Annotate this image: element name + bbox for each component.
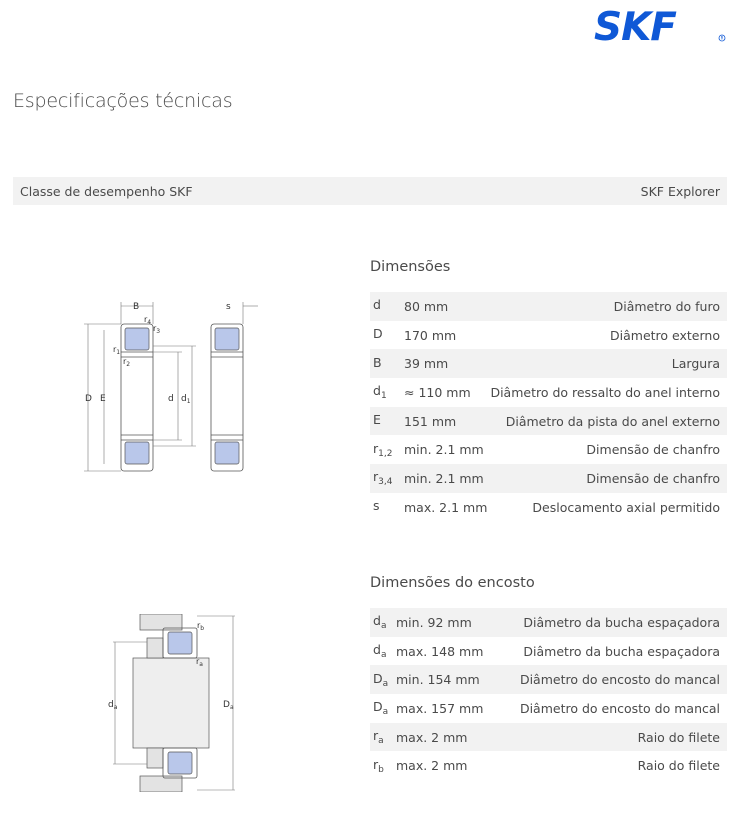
spec-symbol: B bbox=[370, 349, 404, 378]
spec-row bbox=[370, 694, 727, 723]
spec-value: 170 mm bbox=[404, 327, 457, 343]
svg-text:rb: $r_b$ bbox=[197, 621, 205, 632]
spec-description: Diâmetro do furo bbox=[488, 292, 727, 321]
performance-class-row bbox=[13, 177, 727, 205]
spec-row bbox=[370, 349, 727, 378]
skf-logo bbox=[594, 9, 728, 43]
svg-text:r4: $r_4$ bbox=[144, 315, 152, 326]
spec-value: max. 2 mm bbox=[396, 723, 494, 752]
spec-row bbox=[370, 378, 727, 407]
spec-description: Diâmetro externo bbox=[610, 327, 720, 343]
bearing-dimension-drawing bbox=[80, 294, 265, 479]
svg-text:R: R bbox=[720, 35, 724, 41]
label-d: d bbox=[168, 394, 174, 404]
svg-text:ra: $r_a$ bbox=[196, 657, 203, 668]
spec-value: 151 mm bbox=[404, 407, 488, 436]
spec-description: Diâmetro do encosto do mancal bbox=[494, 665, 727, 694]
spec-symbol: $D_a$ bbox=[370, 665, 396, 694]
abutment-table bbox=[370, 608, 727, 780]
spec-value: min. 2.1 mm bbox=[404, 464, 488, 493]
spec-symbol: $d_1$ bbox=[373, 383, 387, 402]
spec-description: Dimensão de chanfro bbox=[586, 442, 720, 458]
spec-symbol: s bbox=[373, 498, 380, 514]
spec-description: Diâmetro do ressalto do anel interno bbox=[490, 384, 720, 400]
spec-row bbox=[370, 637, 727, 666]
spec-value: max. 2.1 mm bbox=[404, 499, 488, 515]
spec-row bbox=[370, 751, 727, 780]
spec-value: max. 2 mm bbox=[396, 758, 468, 774]
svg-text:r1: $r_1$ bbox=[113, 345, 121, 356]
spec-value: 39 mm bbox=[404, 349, 488, 378]
spec-description: Diâmetro da bucha espaçadora bbox=[494, 608, 727, 637]
spec-row bbox=[370, 464, 727, 493]
svg-text:Da: $D_a$ bbox=[223, 700, 234, 711]
svg-text:r3: $r_3$ bbox=[153, 324, 161, 335]
spec-symbol: $r_b$ bbox=[373, 756, 384, 775]
spec-value: 80 mm bbox=[404, 292, 488, 321]
spec-description: Diâmetro do encosto do mancal bbox=[519, 700, 720, 716]
dimensions-title: Dimensões bbox=[370, 259, 451, 275]
label-B: B bbox=[133, 302, 140, 312]
dimensions-table bbox=[370, 292, 727, 522]
spec-row bbox=[370, 435, 727, 464]
spec-value: min. 154 mm bbox=[396, 665, 494, 694]
spec-row bbox=[370, 292, 727, 321]
spec-symbol: D bbox=[373, 326, 383, 342]
svg-text:r2: $r_2$ bbox=[123, 357, 131, 368]
spec-description: Raio do filete bbox=[494, 723, 727, 752]
spec-description: Dimensão de chanfro bbox=[488, 464, 727, 493]
spec-symbol: d bbox=[370, 292, 404, 321]
spec-value: ≈ 110 mm bbox=[404, 384, 471, 400]
spec-row bbox=[370, 665, 727, 694]
spec-description: Diâmetro da pista do anel externo bbox=[488, 407, 727, 436]
page-title: Especificações técnicas bbox=[13, 90, 233, 112]
spec-description: Deslocamento axial permitido bbox=[532, 499, 720, 515]
spec-description: Diâmetro da bucha espaçadora bbox=[523, 643, 720, 659]
spec-symbol: $d_a$ bbox=[370, 608, 396, 637]
spec-description: Raio do filete bbox=[637, 758, 720, 774]
label-E: E bbox=[100, 394, 106, 404]
spec-row bbox=[370, 608, 727, 637]
spec-symbol: E bbox=[370, 407, 404, 436]
spec-value: max. 148 mm bbox=[396, 643, 484, 659]
spec-value: max. 157 mm bbox=[396, 700, 484, 716]
spec-row bbox=[370, 321, 727, 350]
spec-symbol: $d_a$ bbox=[373, 642, 387, 661]
abutment-dimension-drawing bbox=[105, 614, 245, 792]
abutment-title: Dimensões do encosto bbox=[370, 575, 535, 591]
label-D: D bbox=[85, 394, 92, 404]
performance-class-value: SKF Explorer bbox=[640, 183, 720, 199]
performance-class-label: Classe de desempenho SKF bbox=[20, 183, 193, 199]
spec-row bbox=[370, 407, 727, 436]
spec-symbol: $r_a$ bbox=[370, 723, 396, 752]
svg-text:d1: $d_1$ bbox=[181, 394, 191, 405]
spec-row bbox=[370, 723, 727, 752]
spec-symbol: $r_{1,2}$ bbox=[373, 440, 393, 459]
label-s: s bbox=[226, 302, 231, 312]
spec-row bbox=[370, 493, 727, 522]
spec-value: min. 2.1 mm bbox=[404, 442, 484, 458]
spec-symbol: $D_a$ bbox=[373, 699, 389, 718]
svg-text:da: $d_a$ bbox=[108, 700, 118, 711]
spec-description: Largura bbox=[488, 349, 727, 378]
svg-text:SKF: SKF bbox=[594, 9, 676, 43]
spec-value: min. 92 mm bbox=[396, 608, 494, 637]
spec-symbol: $r_{3,4}$ bbox=[370, 464, 404, 493]
